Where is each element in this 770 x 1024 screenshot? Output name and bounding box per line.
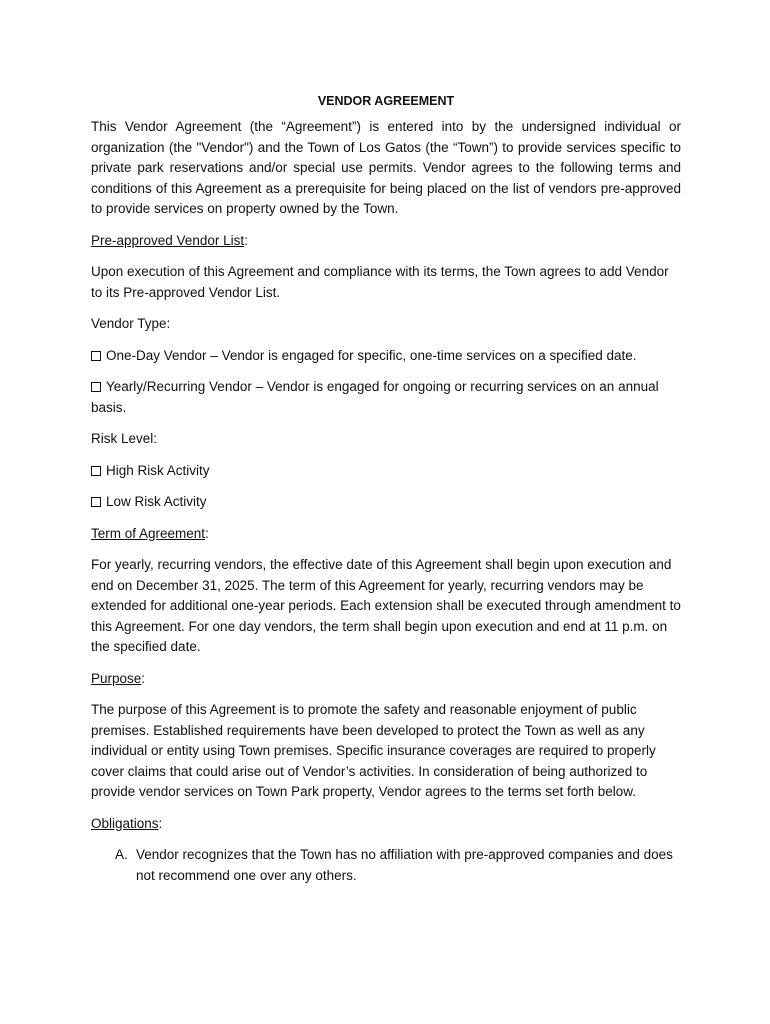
list-item-text: Vendor recognizes that the Town has no affiliation with pre-approved companies and does not recommend one over any others. xyxy=(136,847,673,883)
list-item xyxy=(115,845,681,886)
vendor-type-option-yearly[interactable] xyxy=(91,377,681,418)
risk-level-option-high[interactable] xyxy=(91,461,681,482)
heading-text: Obligations xyxy=(91,815,159,831)
heading-colon: : xyxy=(141,670,146,686)
section-heading-term xyxy=(91,524,681,545)
section-heading-vendor-list xyxy=(91,231,681,252)
list-marker: A. xyxy=(115,847,128,862)
section-heading-obligations xyxy=(91,814,681,835)
risk-level-option-low[interactable] xyxy=(91,492,681,513)
obligations-list xyxy=(91,845,681,886)
checkbox-label: One-Day Vendor – Vendor is engaged for specific, one-time services on a specified date. xyxy=(106,347,637,363)
checkbox[interactable] xyxy=(91,466,101,476)
vendor-type-label: Vendor Type: xyxy=(91,316,171,331)
checkbox[interactable] xyxy=(91,382,101,392)
document-title: VENDOR AGREEMENT xyxy=(317,94,455,108)
term-paragraph: For yearly, recurring vendors, the effective date of this Agreement shall begin upon execution and end on December 31, 2025. The term of this Agreement for yearly, recurring vendors may be extended for additional one-year periods. Each extension shall be executed through amendment to this Agreement. For one day vendors, the term shall begin upon execution and end at 11 p.m. on the specified date. xyxy=(91,557,681,654)
checkbox[interactable] xyxy=(91,351,101,361)
heading-colon: : xyxy=(205,525,209,541)
heading-text: Purpose xyxy=(91,670,142,686)
checkbox[interactable] xyxy=(91,497,101,507)
checkbox-label: High Risk Activity xyxy=(106,462,210,478)
heading-colon: : xyxy=(244,232,248,248)
checkbox-label: Yearly/Recurring Vendor – Vendor is engaged for ongoing or recurring services on an annual basis. xyxy=(91,379,659,415)
intro-paragraph: This Vendor Agreement (the “Agreement”) is entered into by the undersigned individual or organization (the "Vendor") and the Town of Los Gatos (the “Town”) to provide services specific to private park reservations and/or special use permits. Vendor agrees to the following terms and conditions of this Agreement as a prerequisite for being placed on the list of vendors pre-approved to provide services on property owned by the Town. xyxy=(91,119,681,216)
heading-text: Term of Agreement xyxy=(91,525,206,541)
vendor-type-option-one-day[interactable] xyxy=(91,346,681,367)
heading-text: Pre-approved Vendor List xyxy=(91,232,245,248)
risk-level-label: Risk Level: xyxy=(91,431,158,446)
section-heading-purpose xyxy=(91,669,681,690)
purpose-paragraph: The purpose of this Agreement is to promote the safety and reasonable enjoyment of public premises. Established requirements have been developed to protect the Town as well as any individual or entity using Town premises. Specific insurance coverages are required to properly cover claims that could arise out of Vendor’s activities. In consideration of being authorized to provide vendor services on Town Park property, Vendor agrees to the terms set forth below. xyxy=(91,702,656,799)
heading-colon: : xyxy=(158,815,163,831)
checkbox-label: Low Risk Activity xyxy=(106,494,207,509)
vendor-list-paragraph: Upon execution of this Agreement and compliance with its terms, the Town agrees to add Vendor to its Pre-approved Vendor List. xyxy=(91,264,669,300)
